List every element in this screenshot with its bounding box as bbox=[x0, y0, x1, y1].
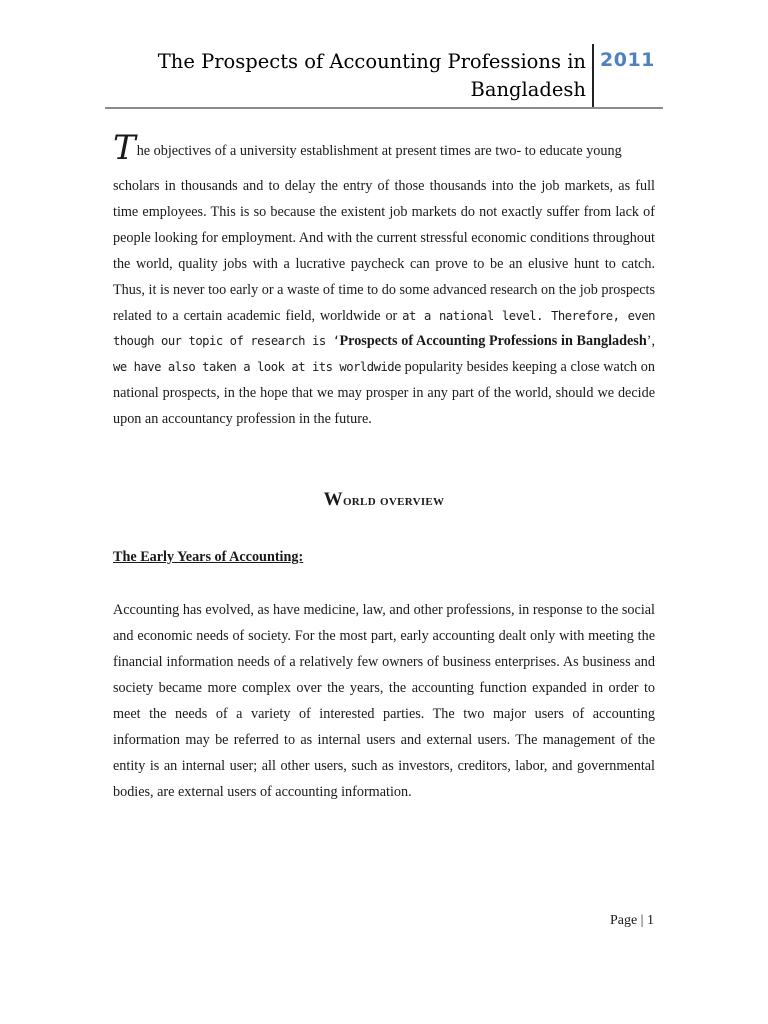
header-vertical-divider bbox=[592, 44, 594, 108]
header-year: 2011 bbox=[600, 49, 655, 71]
intro-text-before-bold: scholars in thousands and to delay the entry of those thousands into the job markets, as full time employees. This is so because the existent job markets do not exactly suffer from lack of people looking for employment. And with the current stressful economic conditions throughout the world, quality jobs with a lucrative paycheck can prove to be an elusive hunt to catch. Thus, it is never too early or a waste of time to do some advanced research on the job prospects related to a certain academic field, worldwide or bbox=[113, 178, 655, 324]
subsection-heading: The Early Years of Accounting: bbox=[113, 549, 304, 565]
intro-bold-title: Prospects of Accounting Professions in Bangladesh bbox=[339, 333, 647, 350]
header-title-line2: Bangladesh bbox=[470, 78, 586, 101]
intro-sans-segment-2: we have also taken a look at its worldwide bbox=[113, 360, 401, 375]
intro-sans-segment-1: at a national level. Therefore, even though our topic of research is ‘ bbox=[113, 308, 655, 349]
drop-cap: T bbox=[113, 128, 136, 168]
intro-paragraph bbox=[113, 174, 655, 433]
intro-first-line-text: he objectives of a university establishment at present times are two- to educate young bbox=[136, 143, 622, 159]
subsection-paragraph: Accounting has evolved, as have medicine, law, and other professions, in response to the social and economic needs of society. For the most part, early accounting dealt only with meeting the financial information needs of a relatively few owners of business enterprises. As business and society became more complex over the years, the accounting function expanded in order to meet the needs of a variety of interested parties. The two major users of accounting information may be referred to as internal users and external users. The management of the entity is an internal user; all other users, such as investors, creditors, labor, and governmental bodies, are external users of accounting information. bbox=[113, 602, 655, 800]
header-title bbox=[120, 48, 586, 104]
section-heading-cap: W bbox=[323, 489, 343, 510]
intro-text-after: popularity besides keeping a close watch on national prospects, in the hope that we may prosper in any part of the world, should we decide upon an accountancy profession in the future. bbox=[113, 359, 655, 428]
intro-close-quote: ’, bbox=[646, 333, 655, 350]
page-number: Page | 1 bbox=[609, 913, 654, 928]
intro-first-line bbox=[113, 128, 655, 168]
header-horizontal-rule bbox=[105, 107, 663, 109]
section-heading bbox=[0, 489, 768, 511]
section-heading-rest: orld overview bbox=[342, 493, 445, 509]
header-title-line1: The Prospects of Accounting Professions in bbox=[157, 50, 586, 73]
